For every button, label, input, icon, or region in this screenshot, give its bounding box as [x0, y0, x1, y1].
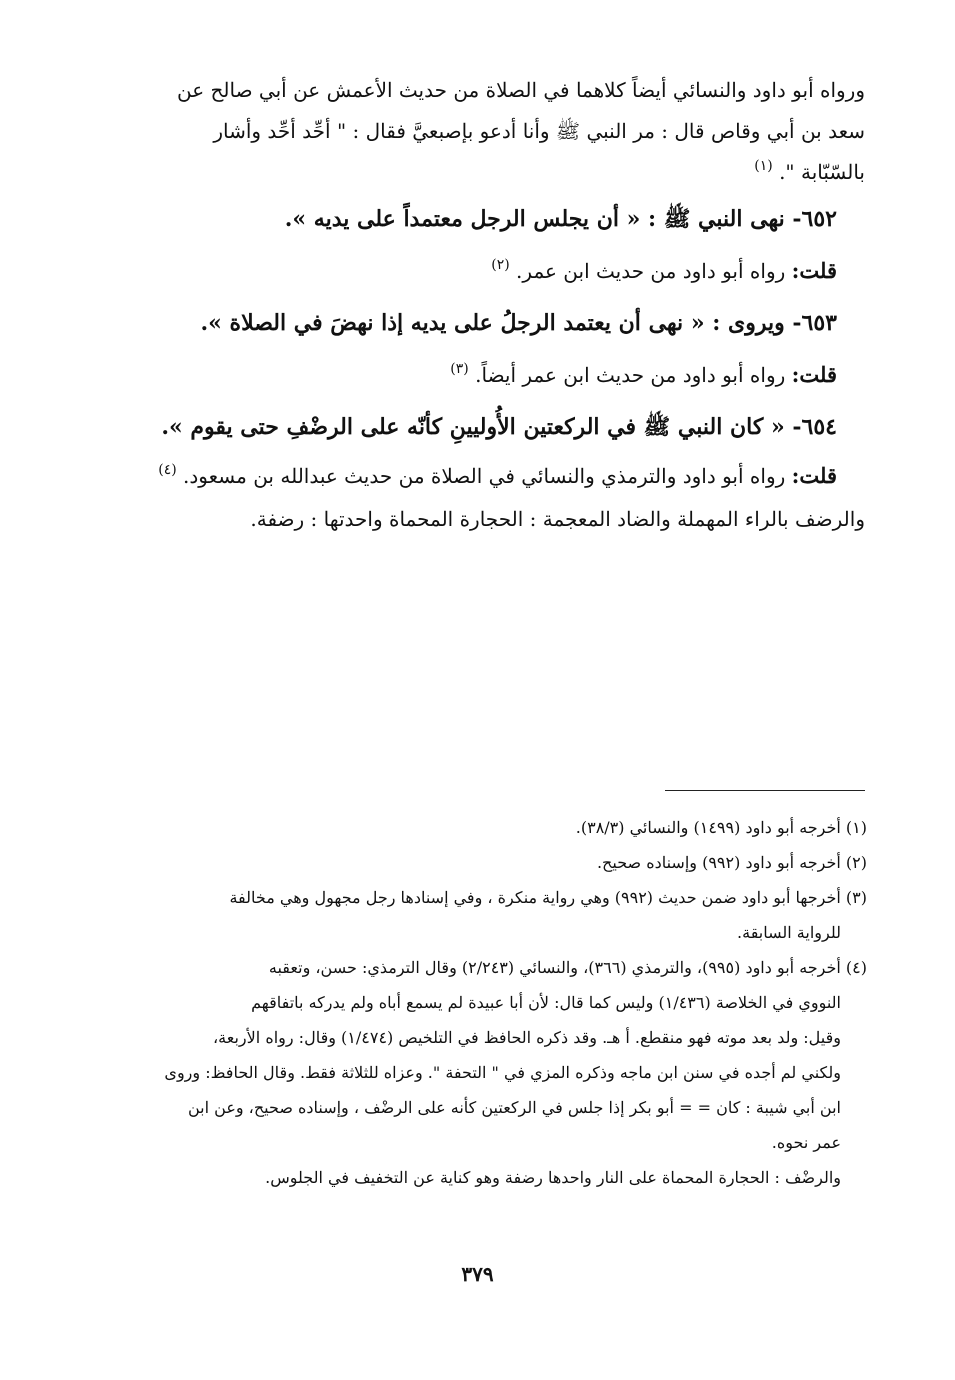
main-text	[95, 70, 865, 540]
footnote-ref-3: (٣)	[450, 361, 469, 377]
qult-653	[95, 349, 865, 401]
qult-text: رواه أبو داود من حديث ابن عمر أيضاً.	[475, 363, 786, 387]
footnote-2: (٢) أخرجه أبو داود (٩٩٢) وإسناده صحيح.	[596, 853, 867, 872]
footnote-3: (٣) أخرجها أبو داود ضمن حديث (٩٩٢) وهي رواية منكرة ، وفي إسنادها رجل مجهول وهي مخالفة	[229, 888, 867, 907]
hadith-652: ٦٥٢- نهى النبي ﷺ : « أن يجلس الرجل معتمداً على يديه ».	[284, 206, 837, 232]
footnote-ref-1: (١)	[754, 158, 773, 174]
footnote-4-line-7: والرضْف : الحجارة المحماة على النار واحدها رضفة وهو كناية عن التخفيف في الجلوس.	[265, 1168, 841, 1187]
intro-line-1: ورواه أبو داود والنسائي أيضاً كلاهما في الصلاة من حديث الأعمش عن أبي صالح عن	[176, 78, 865, 102]
footnote-4: (٤) أخرجه أبو داود (٩٩٥)، والترمذي (٣٦٦)، والنسائي (٢/٢٤٣) وقال الترمذي: حسن، وتعقبه	[268, 958, 867, 977]
footnote-ref-4: (٤)	[158, 462, 177, 478]
footnote-3-continued: للرواية السابقة.	[737, 923, 841, 942]
qult-654	[95, 453, 865, 499]
intro-line-3: بالسّبّابة ".	[779, 160, 865, 184]
footnote-4-line-3: وقيل: ولد بعد موته فهو منقطع. أ هـ. وقد ذكره الحافظ في التلخيص (١/٤٧٤) وقال: رواه الأربعة،	[213, 1028, 841, 1047]
intro-paragraph	[95, 70, 865, 193]
footnotes	[97, 810, 867, 1195]
footnote-4-line-2: النووي في الخلاصة (١/٤٣٦) وليس كما قال: لأن أبا عبيدة لم يسمع أباه ولم يدركه باتفاقهم	[251, 993, 841, 1012]
hadith-653: ٦٥٣- ويروى : « نهى أن يعتمد الرجلُ على يديه إذا نهضَ في الصلاة ».	[200, 310, 837, 336]
qult-label: قلت:	[791, 258, 837, 283]
footnote-4-line-5: ابن أبي شيبة : كان = = أبو بكر إذا جلس في الركعتين كأنه على الرضْف ، وإسناده صحيح، وعن ابن	[187, 1098, 841, 1117]
intro-line-2: سعد بن أبي وقاص قال : مر النبي ﷺ وأنا أدعو بإصبعيَّ فقال : " أحِّد أحِّد وأشار	[213, 119, 865, 143]
qult-label: قلت:	[791, 362, 837, 387]
qult-text: رواه أبو داود من حديث ابن عمر.	[516, 259, 786, 283]
footnote-ref-2: (٢)	[491, 257, 510, 273]
footnote-separator	[665, 790, 865, 791]
page-number: ٣٧٩	[461, 1262, 494, 1286]
hadith-654: ٦٥٤- « كان النبي ﷺ في الركعتين الأُوليينِ كأنّه على الرضْفِ حتى يقوم ».	[161, 414, 837, 440]
qult-652	[95, 245, 865, 297]
qult-label: قلت:	[791, 463, 837, 488]
radf-definition: والرضف بالراء المهملة والضاد المعجمة : الحجارة المحماة واحدتها : رضفة.	[250, 507, 865, 531]
footnote-1: (١) أخرجه أبو داود (١٤٩٩) والنسائي (٣٨/٣).	[575, 818, 867, 837]
footnote-4-line-6: عمر نحوه.	[771, 1133, 841, 1152]
footnote-4-line-4: ولكني لم أجده في سنن ابن ماجه وذكره المزي في " التحفة ". وعزاه للثلاثة فقط. وقال الحافظ: وروى	[164, 1063, 841, 1082]
qult-text: رواه أبو داود والترمذي والنسائي في الصلاة من حديث عبدالله بن مسعود.	[183, 464, 786, 488]
